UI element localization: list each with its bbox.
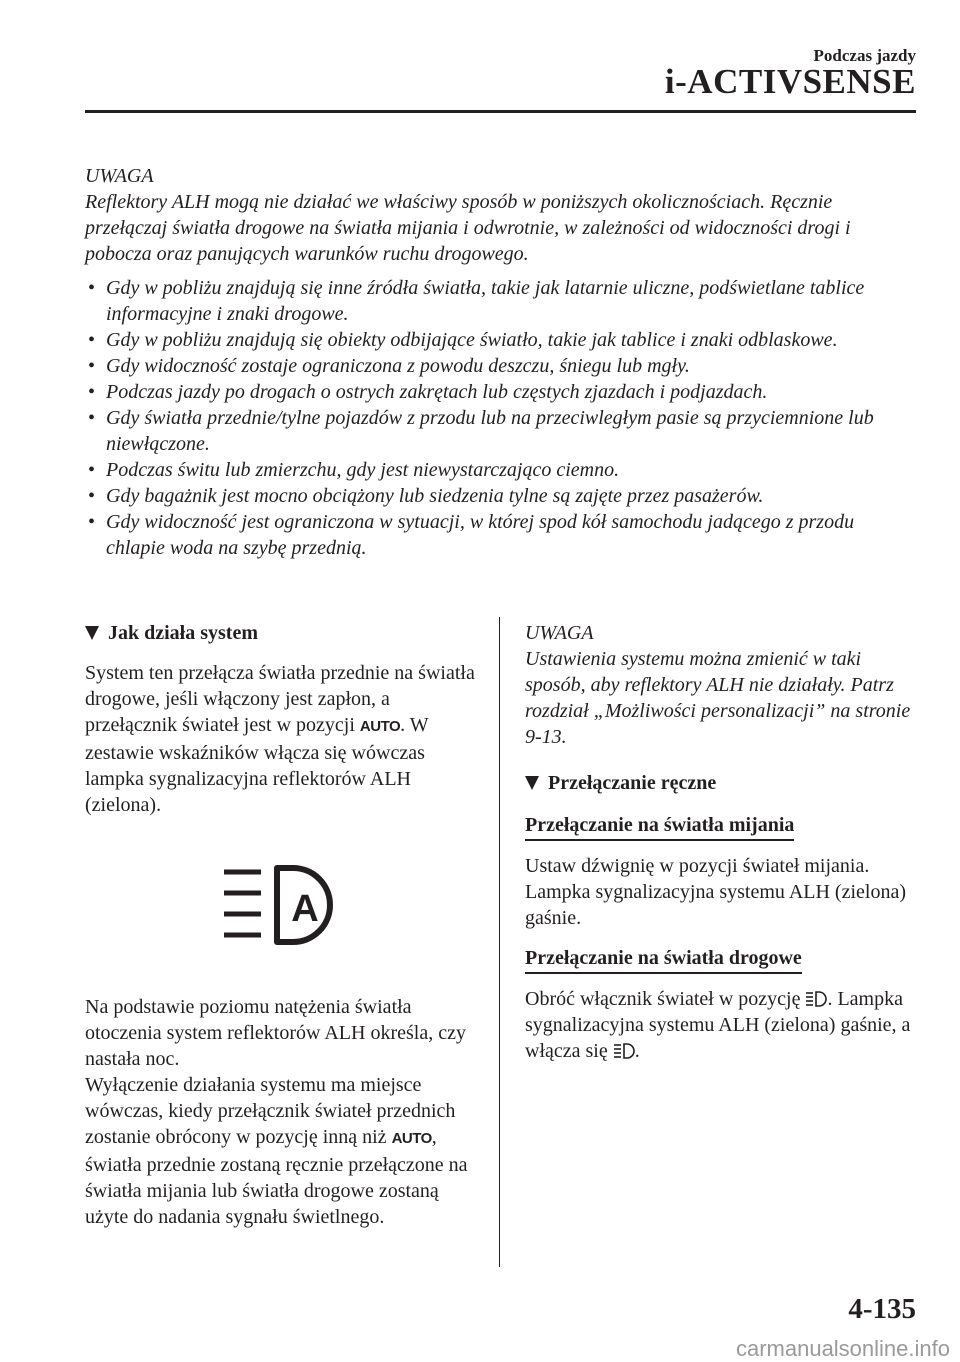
paragraph: Na podstawie poziomu natężenia światła otoczenia system reflektorów ALH określa, czy nastała noc.: [85, 996, 466, 1070]
note-text: Ustawienia systemu można zmienić w taki sposób, aby reflektory ALH nie działały. Patrz rozdział „Możliwości personalizacji” na stronie 9-13.: [525, 648, 911, 748]
list-item: [85, 509, 915, 561]
bullet-text: Gdy bagażnik jest mocno obciążony lub siedzenia tylne są zajęte przez pasażerów.: [106, 485, 764, 507]
bullet-dot: •: [88, 381, 96, 403]
bullet-dot: •: [88, 459, 96, 481]
page-number: 4-135: [848, 1293, 916, 1325]
bullet-text: Podczas świtu lub zmierzchu, gdy jest niewystarczająco ciemno.: [106, 459, 620, 481]
top-note: [85, 163, 915, 561]
high-beam-icon: [613, 1043, 635, 1059]
bullet-text: Gdy w pobliżu znajdują się inne źródła światła, takie jak latarnie uliczne, podświetlane tablice informacyjne i znaki drogowe.: [106, 277, 865, 325]
triangle-bullet-icon: [85, 626, 99, 640]
note-heading: UWAGA: [525, 622, 594, 644]
bullet-text: Gdy światła przednie/tylne pojazdów z przodu lub na przeciwległym pasie są przyciemnione lub niewłączone.: [106, 407, 874, 455]
subsection-title: Przełączanie na światła drogowe: [525, 945, 802, 974]
column-divider: [499, 617, 500, 1267]
bullet-text: Gdy widoczność zostaje ograniczona z powodu deszczu, śniegu lub mgły.: [106, 355, 690, 377]
bullet-dot: •: [88, 277, 96, 299]
bullet-dot: •: [88, 485, 96, 507]
bullet-dot: •: [88, 407, 96, 429]
subsection-high-beam: [525, 945, 920, 1064]
list-item: [85, 379, 915, 405]
text: .: [634, 1040, 640, 1062]
section-title: Przełączanie ręczne: [548, 772, 717, 794]
text: Obróć włącznik świateł w pozycję: [525, 988, 801, 1010]
note-intro: Reflektory ALH mogą nie działać we właściwy sposób w poniższych okolicznościach. Ręcznie przełączaj światła drogowe na światła mijania i odwrotnie, w zależności od widoczności drogi i pobocza oraz panujących warunków ruchu drogowego.: [85, 191, 851, 265]
paragraph: [85, 660, 480, 818]
text: , światła przednie zostaną ręcznie przełączone na światła mijania lub światła drogowe zostaną użyte do nadania sygnału świetlnego.: [85, 1126, 468, 1228]
text: . W zestawie wskaźników włącza się wówczas lampka sygnalizacyjna reflektorów ALH (zielona).: [85, 714, 429, 816]
header-section: Podczas jazdy: [813, 46, 916, 65]
right-note: [525, 620, 920, 750]
auto-label: AUTO: [391, 1130, 432, 1147]
list-item: [85, 457, 915, 483]
bullet-text: Gdy w pobliżu znajdują się obiekty odbijające światło, takie jak tablice i znaki odblaskowe.: [106, 329, 838, 351]
subsection-low-beam: [525, 812, 920, 931]
section-heading-manual-switching: [525, 770, 920, 796]
high-beam-icon: [805, 991, 827, 1007]
text: System ten przełącza światła przednie na światła drogowe, jeśli włączony jest zapłon, a przełącznik świateł jest w pozycji: [85, 662, 475, 736]
list-item: [85, 353, 915, 379]
header-title: i-ACTIVSENSE: [664, 62, 916, 101]
header-rule: [85, 110, 916, 113]
note-heading: UWAGA: [85, 165, 154, 187]
section-heading-how-it-works: [85, 620, 480, 646]
section-title: Jak działa system: [108, 622, 258, 644]
svg-text:A: A: [291, 888, 319, 930]
bullet-dot: •: [88, 355, 96, 377]
subsection-title: Przełączanie na światła mijania: [525, 812, 794, 841]
bullet-text: Gdy widoczność jest ograniczona w sytuacji, w której spod kół samochodu jadącego z przodu chlapie woda na szybę przednią.: [106, 511, 855, 559]
bullet-text: Podczas jazdy po drogach o ostrych zakrętach lub częstych zjazdach i podjazdach.: [106, 381, 768, 403]
paragraph: [85, 1072, 480, 1230]
bullet-dot: •: [88, 329, 96, 351]
bullet-dot: •: [88, 511, 96, 533]
left-column: [85, 620, 480, 1230]
list-item: [85, 327, 915, 353]
text: Wyłączenie działania systemu ma miejsce wówczas, kiedy przełącznik świateł przednich zostanie obrócony w pozycję inną niż: [85, 1074, 456, 1148]
paragraph: Ustaw dźwignię w pozycji świateł mijania. Lampka sygnalizacyjna systemu ALH (zielona) gaśnie.: [525, 855, 906, 929]
paragraph: [525, 986, 920, 1064]
text: . Lampka sygnalizacyjna systemu ALH (zielona) gaśnie, a włącza się: [525, 988, 911, 1062]
alh-indicator-icon: [219, 862, 349, 952]
list-item: [85, 405, 915, 457]
right-column: [525, 620, 920, 1064]
triangle-bullet-icon: [525, 776, 539, 790]
indicator-figure: [85, 818, 480, 994]
watermark: carmanualsonline.info: [735, 1336, 950, 1361]
note-bullet-list: [85, 275, 915, 561]
list-item: [85, 275, 915, 327]
list-item: [85, 483, 915, 509]
auto-label: AUTO: [359, 718, 401, 735]
